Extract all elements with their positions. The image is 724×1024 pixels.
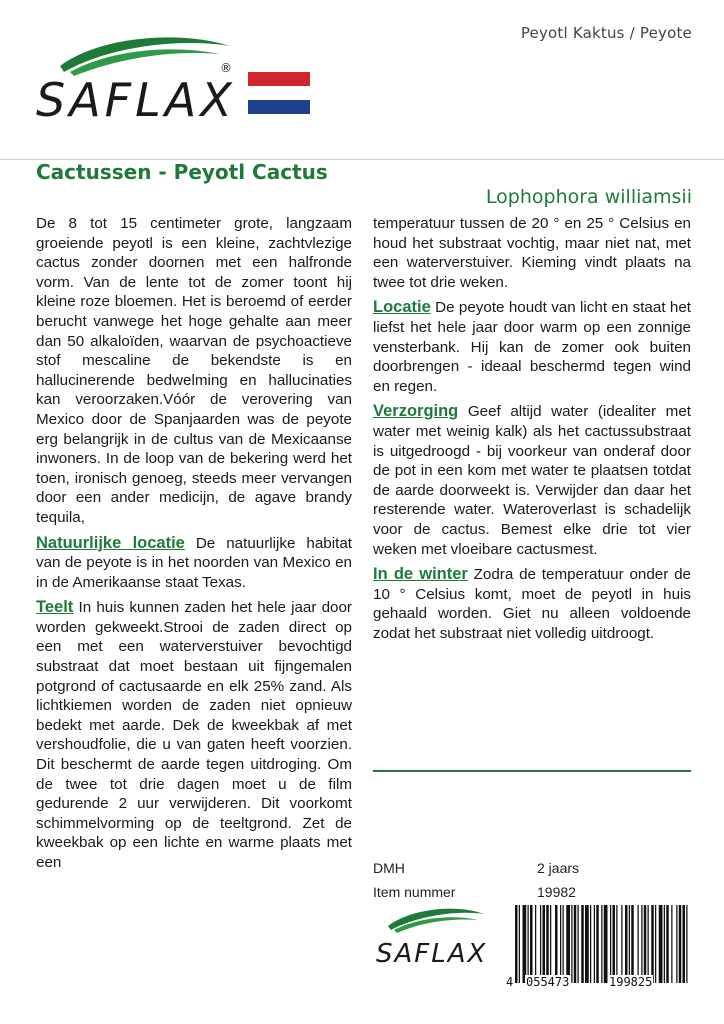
- barcode-left-digits: 055473: [526, 975, 570, 989]
- barcode-bar: [515, 905, 518, 983]
- barcode-bar: [651, 905, 654, 983]
- barcode-bar: [679, 905, 682, 983]
- barcode-bar: [655, 905, 656, 983]
- barcode-bar: [610, 905, 611, 983]
- barcode-bar: [528, 905, 529, 983]
- barcode-bar: [543, 905, 546, 983]
- page-title: Cactussen - Peyotl Cactus: [36, 160, 328, 184]
- section-text-verzorging: Geef altijd water (idealiter met water met weinig kalk) als het cactussubstraat is uitgedroogd - bij voorkeur van onderaf door de pot in een kom met water te plaatsen totdat de aarde doorweekt is. Verwijder dan daar het resterende water. Wateroverlast is schadelijk voor de cactus. Bemest elke drie tot vier weken met vloeibare cactusmest.: [373, 403, 691, 558]
- barcode-bar: [629, 905, 630, 983]
- barcode-bar: [563, 905, 564, 983]
- barcode-bar: [666, 905, 669, 983]
- item-number-value: 19982: [537, 884, 576, 900]
- section-title-teelt: Teelt: [36, 598, 74, 617]
- section-text-teelt: In huis kunnen zaden het hele jaar door worden gekweekt.Strooi de zaden direct op een met een waterverstuiver bevochtigd substraat dat moet bestaan uit fijngemalen potgrond of cactusaarde en elk 25% zand. Als lichtkiemen worden de zaden niet opnieuw bedekt met aarde. Dek de kweekbak af met vershoudfolie, die u van gaten heeft voorzien. Dit beschermt de aarde tegen uitdroging. Om de twee tot drie dagen moet u de film gedurende 2 uur verwijderen. Dit voorkomt schimmelvorming op de teeltgrond. Zet de kweekbak op een lichte en warme plaats met een: [36, 599, 352, 871]
- barcode-bar: [594, 905, 595, 983]
- barcode-bar: [664, 905, 665, 983]
- barcode-bar: [683, 905, 686, 983]
- intro-paragraph: De 8 tot 15 centimeter grote, langzaam groeiende peyotl is een kleine, zachtvlezige cactus zonder doornen met een halfronde vorm. Van de lente tot de zomer toont hij kleine roze bloemen. Het is beroemd of eerder berucht vanwege het hoge gehalte aan meer dan 50 alkaloïden, waarvan de psychoactieve stof mescaline de bekendste is en hallucinerende bedwelming en hallucinaties kan veroorzaken.Vóór de verovering van Mexico door de Spanjaarden was de peyote erg belangrijk in de cultus van de Mexicaanse inwoners. In de loop van de bekering werd het toen, ironisch genoeg, steeds meer vervangen door een ander medicijn, de agave brandy tequila,: [36, 215, 352, 526]
- section-title-locatie: Locatie: [373, 298, 431, 317]
- flag-red-stripe: [248, 72, 310, 86]
- saflax-logo-small: [372, 904, 502, 974]
- barcode-bar: [671, 905, 672, 983]
- section-locatie: [373, 298, 691, 396]
- barcode-digits: [505, 975, 695, 991]
- section-verzorging: [373, 402, 691, 559]
- barcode-bar: [555, 905, 558, 983]
- section-title-verzorging: Verzorging: [373, 402, 459, 421]
- barcode-bar: [616, 905, 617, 983]
- section-winter: [373, 565, 691, 643]
- teelt-continuation: temperatuur tussen de 20 ° en 25 ° Celsius en houd het substraat vochtig, maar niet nat, met een waterverstuiver. Kieming vindt plaats na twee tot drie weken.: [373, 215, 691, 291]
- brand-text: SAFLAX: [36, 73, 236, 127]
- barcode-bar: [571, 905, 572, 983]
- section-natural-location: [36, 534, 352, 593]
- right-column: [373, 214, 691, 649]
- barcode-bar: [604, 905, 608, 983]
- dmh-label: DMH: [373, 860, 405, 876]
- section-title-winter: In de winter: [373, 565, 468, 584]
- barcode-bar: [631, 905, 634, 983]
- barcode-bar: [596, 905, 599, 983]
- flag-white-stripe: [248, 86, 310, 100]
- barcode-bar: [590, 905, 591, 983]
- barcode-bar: [638, 905, 639, 983]
- barcode-bar: [641, 905, 642, 983]
- barcode-bar: [686, 905, 687, 983]
- left-column: [36, 214, 352, 879]
- barcode-bar: [519, 905, 520, 983]
- section-text-locatie: De peyote houdt van licht en staat het liefst het hele jaar door warm op een zonnige vensterbank. Hij kan de zomer ook buiten doorbrengen - ideaal beschermd tegen wind en regen.: [373, 299, 691, 395]
- brand-text-small: SAFLAX: [376, 939, 488, 969]
- item-number-label: Item nummer: [373, 884, 456, 900]
- section-text-winter: Zodra de temperatuur onder de 10 ° Celsius komt, moet de peyotl in huis gehaald worden. Giet nu alleen voldoende zodat het substraat niet volledig uitdroogt.: [373, 566, 691, 642]
- barcode-bar: [585, 905, 589, 983]
- barcode-bar: [625, 905, 628, 983]
- barcode-bar: [621, 905, 622, 983]
- barcode-bar: [566, 905, 570, 983]
- barcode-bar: [659, 905, 663, 983]
- barcode-bar: [578, 905, 579, 983]
- barcode-bar: [613, 905, 616, 983]
- barcode-first-digit: 4: [506, 975, 514, 989]
- barcode-bar: [648, 905, 649, 983]
- registered-mark: ®: [220, 61, 232, 75]
- dutch-flag-icon: [248, 72, 310, 114]
- latin-name: Lophophora williamsii: [485, 186, 692, 208]
- barcode-bar: [574, 905, 577, 983]
- section-title-natural-location: Natuurlijke locatie: [36, 533, 185, 552]
- barcode-bar: [676, 905, 677, 983]
- header: [0, 0, 724, 160]
- barcode-bar: [540, 905, 541, 983]
- barcode-bar: [535, 905, 536, 983]
- section-teelt: [36, 598, 352, 872]
- barcode-bar: [550, 905, 551, 983]
- flag-blue-stripe: [248, 100, 310, 114]
- section-divider: [373, 770, 691, 772]
- species-header: Peyotl Kaktus / Peyote: [520, 24, 692, 42]
- section-text-natural-location: De natuurlijke habitat van de peyote is in het noorden van Mexico en in de Amerikaanse staat Texas.: [36, 534, 352, 591]
- barcode-bar: [560, 905, 561, 983]
- barcode-right-digits: 199825: [609, 975, 653, 989]
- barcode-bar: [546, 905, 549, 983]
- info-labels: [373, 856, 455, 904]
- barcode-bar: [601, 905, 602, 983]
- barcode-bar: [530, 905, 533, 983]
- barcode-bar: [644, 905, 647, 983]
- saflax-logo: [30, 28, 270, 128]
- barcode-bar: [581, 905, 584, 983]
- dmh-value: 2 jaars: [537, 860, 580, 876]
- barcode-bar: [523, 905, 527, 983]
- info-values: [537, 856, 579, 904]
